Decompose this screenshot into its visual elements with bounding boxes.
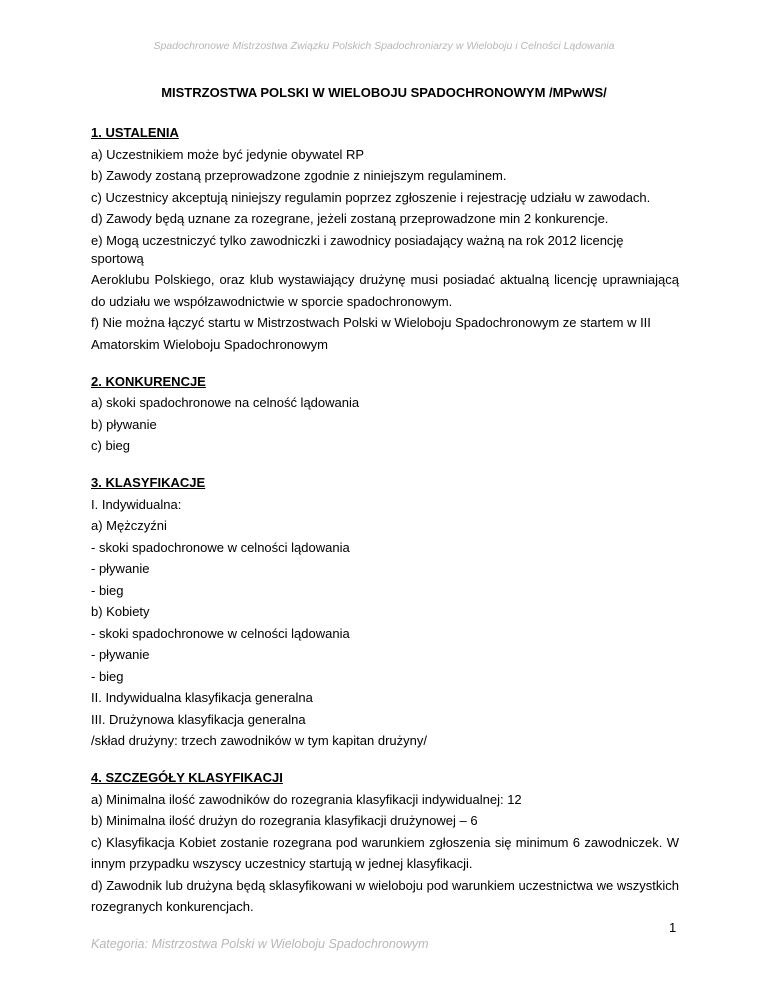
- list-item: b) Kobiety: [91, 604, 150, 619]
- list-item: b) pływanie: [91, 416, 157, 432]
- section-szczegoly-klasyfikacji: [91, 769, 679, 916]
- paragraph-line: b) Zawody zostaną przeprowadzone zgodnie z niniejszym regulaminem.: [91, 168, 507, 183]
- section-ustalenia: [91, 124, 679, 354]
- list-item: - skoki spadochronowe w celności lądowania: [91, 539, 350, 555]
- list-item: III. Drużynowa klasyfikacja generalna: [91, 711, 306, 727]
- section-konkurencje: [91, 373, 679, 456]
- list-item: II. Indywidualna klasyfikacja generalna: [91, 690, 313, 705]
- page-footer: Kategoria: Mistrzostwa Polski w Wieloboju Spadochronowym: [91, 937, 429, 951]
- paragraph-line: innym przypadku wszyscy uczestnicy startują w jednej klasyfikacji.: [91, 856, 473, 871]
- page-number: 1: [669, 920, 677, 935]
- paragraph-line: d) Zawody będą uznane za rozegrane, jeżeli zostaną przeprowadzone min 2 konkurencje.: [91, 211, 609, 226]
- list-item: /skład drużyny: trzech zawodników w tym kapitan drużyny/: [91, 733, 427, 748]
- document-body: [91, 124, 679, 935]
- paragraph-line: e) Mogą uczestniczyć tylko zawodniczki i zawodnicy posiadający ważną na rok 2012 licencję sportową: [91, 232, 624, 266]
- section-heading: 2. KONKURENCJE: [91, 373, 206, 389]
- list-item: - bieg: [91, 668, 124, 684]
- section-heading: 4. SZCZEGÓŁY KLASYFIKACJI: [91, 770, 283, 785]
- list-item: a) skoki spadochronowe na celność lądowania: [91, 395, 360, 410]
- paragraph-line: rozegranych konkurencjach.: [91, 899, 254, 914]
- paragraph-line: b) Minimalna ilość drużyn do rozegrania klasyfikacji drużynowej – 6: [91, 813, 478, 828]
- paragraph-line: Aeroklubu Polskiego, oraz klub wystawiający drużynę musi posiadać aktualną licencję uprawniającą: [91, 272, 679, 287]
- list-item: - pływanie: [91, 647, 150, 662]
- paragraph-line: c) Uczestnicy akceptują niniejszy regulamin poprzez zgłoszenie i rejestrację udziału w zawodach.: [91, 189, 651, 205]
- paragraph-line: c) Klasyfikacja Kobiet zostanie rozegrana pod warunkiem zgłoszenia się minimum 6 zawodniczek. W: [91, 834, 679, 850]
- section-heading: 1. USTALENIA: [91, 125, 179, 140]
- document-title: MISTRZOSTWA POLSKI W WIELOBOJU SPADOCHRONOWYM /MPwWS/: [161, 85, 607, 100]
- paragraph-line: a) Minimalna ilość zawodników do rozegrania klasyfikacji indywidualnej: 12: [91, 791, 522, 807]
- list-item: a) Mężczyźni: [91, 518, 167, 533]
- page-header: Spadochronowe Mistrzostwa Związku Polskich Spadochroniarzy w Wieloboju i Celności Lądowania: [153, 40, 615, 52]
- list-item: c) bieg: [91, 438, 131, 453]
- paragraph-line: f) Nie można łączyć startu w Mistrzostwach Polski w Wieloboju Spadochronowym ze startem w III: [91, 315, 651, 330]
- paragraph-line: d) Zawodnik lub drużyna będą sklasyfikowani w wieloboju pod warunkiem uczestnictwa we wszystkich: [91, 877, 679, 893]
- list-item: - skoki spadochronowe w celności lądowania: [91, 625, 350, 641]
- section-klasyfikacje: [91, 474, 679, 750]
- paragraph-line: do udziału we współzawodnictwie w sporcie spadochronowym.: [91, 293, 453, 309]
- paragraph-line: a) Uczestnikiem może być jedynie obywatel RP: [91, 146, 365, 162]
- section-heading: 3. KLASYFIKACJE: [91, 475, 206, 490]
- list-item: - pływanie: [91, 561, 150, 576]
- paragraph-line: Amatorskim Wieloboju Spadochronowym: [91, 336, 328, 352]
- list-item: I. Indywidualna:: [91, 496, 182, 512]
- list-item: - bieg: [91, 582, 124, 598]
